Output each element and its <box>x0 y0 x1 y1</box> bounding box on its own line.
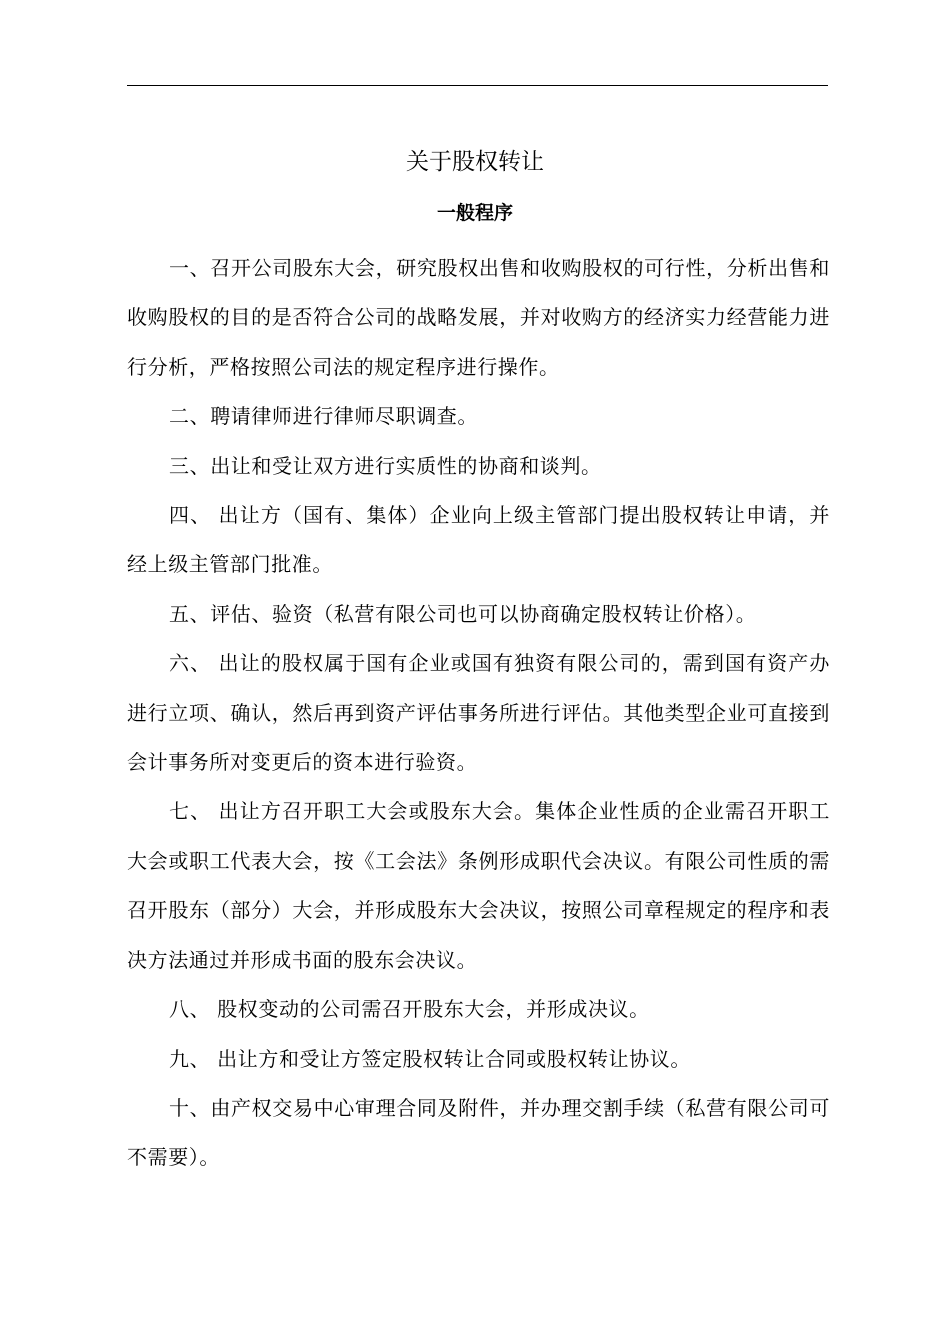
header-rule <box>127 85 828 86</box>
document-title: 关于股权转让 <box>406 149 544 175</box>
paragraph-step-1: 一、召开公司股东大会，研究股权出售和收购股权的可行性，分析出售和收购股权的目的是否符合公司的战略发展，并对收购方的经济实力经营能力进行分析，严格按照公司法的规定程序进行操作。 <box>127 256 830 379</box>
paragraph-step-9: 九、 出让方和受让方签定股权转让合同或股权转让协议。 <box>169 1046 691 1071</box>
paragraph-step-6: 六、 出让的股权属于国有企业或国有独资有限公司的，需到国有资产办进行立项、确认，然后再到资产评估事务所进行评估。其他类型企业可直接到会计事务所对变更后的资本进行验资。 <box>127 651 830 775</box>
document-subtitle: 一般程序 <box>436 202 513 224</box>
paragraph-step-8: 八、 股权变动的公司需召开股东大会，并形成决议。 <box>169 997 650 1022</box>
paragraph-step-10: 十、由产权交易中心审理合同及附件，并办理交割手续（私营有限公司可不需要）。 <box>127 1095 830 1170</box>
paragraph-step-2: 二、聘请律师进行律师尽职调查。 <box>169 404 478 429</box>
paragraph-step-7: 七、 出让方召开职工大会或股东大会。集体企业性质的企业需召开职工大会或职工代表大会，按《工会法》条例形成职代会决议。有限公司性质的需召开股东（部分）大会，并形成股东大会决议，按照公司章程规定的程序和表决方法通过并形成书面的股东会决议。 <box>127 799 830 972</box>
paragraph-step-4: 四、 出让方（国有、集体）企业向上级主管部门提出股权转让申请，并经上级主管部门批准。 <box>127 503 830 577</box>
paragraph-step-5: 五、评估、验资（私营有限公司也可以协商确定股权转让价格）。 <box>169 601 757 626</box>
document-body <box>127 244 830 1183</box>
paragraph-step-3: 三、出让和受让双方进行实质性的协商和谈判。 <box>169 453 602 478</box>
